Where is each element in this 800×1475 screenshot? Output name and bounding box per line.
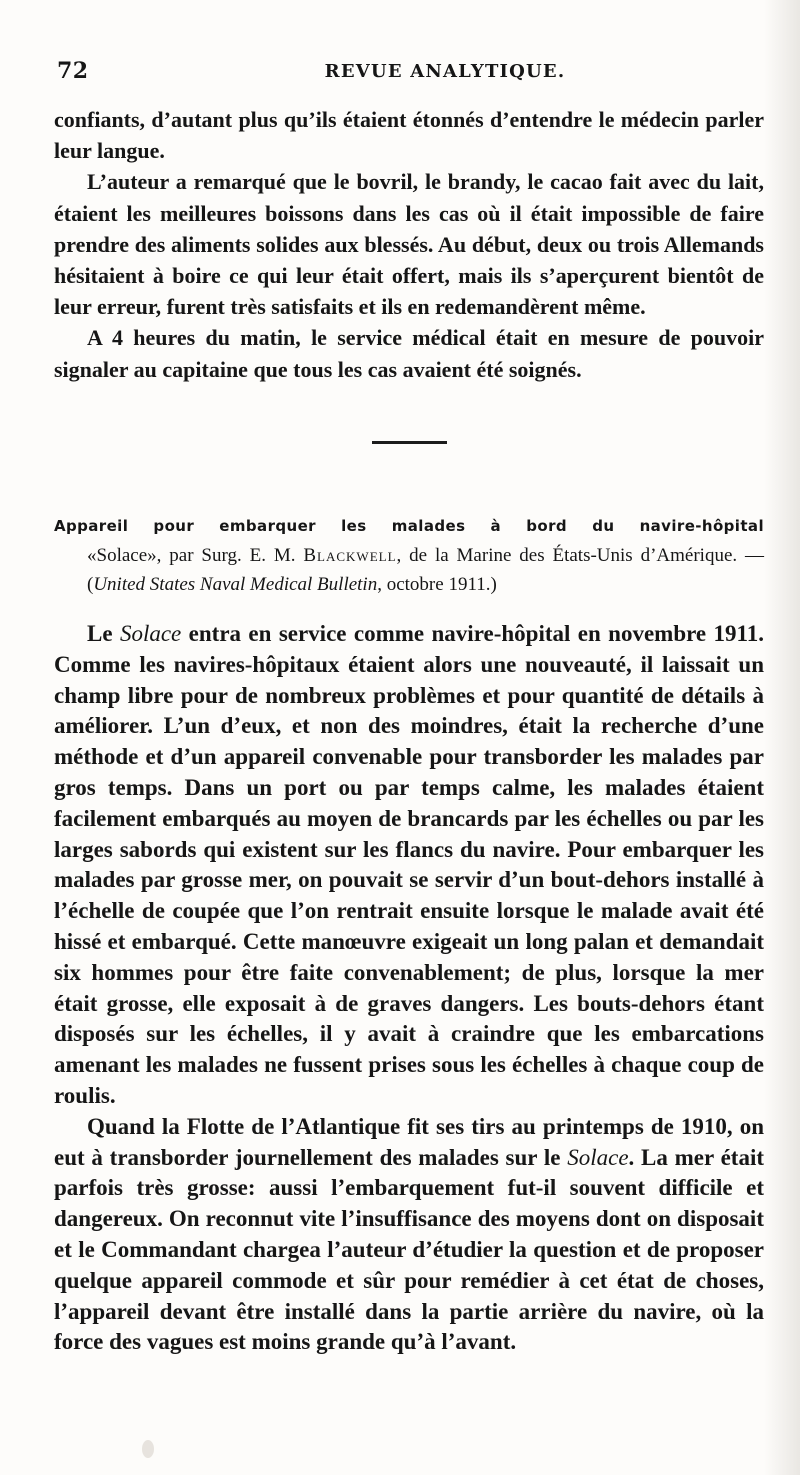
page-header bbox=[52, 56, 750, 92]
page-number: 72 bbox=[57, 58, 89, 84]
body-paragraph-2-start: Quand la Flotte de l’Atlantique fit ses tirs au printemps de 1910, on eut à transborder journellement des malades sur le bbox=[54, 1113, 764, 1170]
paper-smudge bbox=[142, 1440, 154, 1458]
journal-name: United States Naval Medical Bulletin bbox=[93, 574, 378, 595]
citation-by: , par Surg. E. M. bbox=[156, 545, 304, 566]
author-affiliation: , de la Marine des États-Unis d’Amérique. — ( bbox=[87, 545, 764, 595]
body-paragraph-1-start: Le bbox=[87, 621, 120, 646]
citation-date: , octobre 1911.) bbox=[377, 574, 497, 595]
article-heading bbox=[54, 512, 764, 599]
intro-paragraph-1: confiants, d’autant plus qu’ils étaient étonnés d’entendre le médecin parler leur langue. bbox=[54, 107, 764, 164]
intro-paragraph-3: A 4 heures du matin, le service médical était en mesure de pouvoir signaler au capitaine que tous les cas avaient été soignés. bbox=[54, 325, 764, 382]
article-citation bbox=[54, 541, 764, 599]
body-paragraph-1-text: entra en service comme navire-hôpital en novembre 1911. Comme les navires-hôpitaux étaient alors une nouveauté, il laissait un champ libre pour de nombreux problèmes et pour quantité de détails à améliorer. L’un d’eux, et non des moindres, était la recherche d’une méthode et d’un appareil convenable pour transborder les malades par gros temps. Dans un port ou par temps calme, les malades étaient facilement embarqués au moyen de brancards par les échelles ou par les larges sabords qui existent sur les flancs du navire. Pour embarquer les malades par grosse mer, on pouvait se servir d’un bout-dehors installé à l’échelle de coupée que l’on rentrait ensuite lorsque le malade avait été hissé et embarqué. Cette manœuvre exigeait un long palan et demandait six hommes pour être faite convenablement; de plus, lorsque la mer était grosse, elle exposait à de graves dangers. Les bouts-dehors étant disposés sur les échelles, il y avait à craindre que les embarcations amenant les malades ne fussent prises sous les échelles à chaque coup de roulis. bbox=[54, 621, 764, 1108]
page-edge-shadow bbox=[764, 0, 800, 1475]
ship-name-quote: «Solace» bbox=[87, 545, 157, 566]
section-divider bbox=[372, 441, 447, 444]
running-title: REVUE ANALYTIQUE. bbox=[324, 61, 566, 82]
ship-name: Solace bbox=[567, 1144, 629, 1170]
body-paragraph-1 bbox=[54, 619, 764, 1112]
article-body bbox=[54, 619, 764, 1358]
ship-name: Solace bbox=[119, 621, 182, 646]
intro-section bbox=[54, 104, 764, 385]
body-paragraph-2 bbox=[54, 1112, 764, 1358]
body-paragraph-2-text: . La mer était parfois très grosse: aussi l’embarquement fut-il souvent difficile et dangereux. On reconnut vite l’insuffisance des moyens dont on disposait et le Commandant chargea l’auteur d’étudier la question et de proposer quelque appareil commode et sûr pour remédier à cet état de choses, l’appareil devant être installé dans la partie arrière du navire, où la force des vagues est moins grande qu’à l’avant. bbox=[54, 1144, 764, 1355]
article-title: Appareil pour embarquer les malades à bord du navire-hôpital bbox=[54, 517, 764, 535]
intro-paragraph-2: L’auteur a remarqué que le bovril, le brandy, le cacao fait avec du lait, étaient les meilleures boissons dans les cas où il était impossible de faire prendre des aliments solides aux blessés. Au début, deux ou trois Allemands hésitaient à boire ce qui leur était offert, mais ils s’aperçurent bientôt de leur erreur, furent très satisfaits et ils en redemandèrent même. bbox=[54, 169, 764, 320]
author-name: Blackwell bbox=[303, 545, 397, 566]
